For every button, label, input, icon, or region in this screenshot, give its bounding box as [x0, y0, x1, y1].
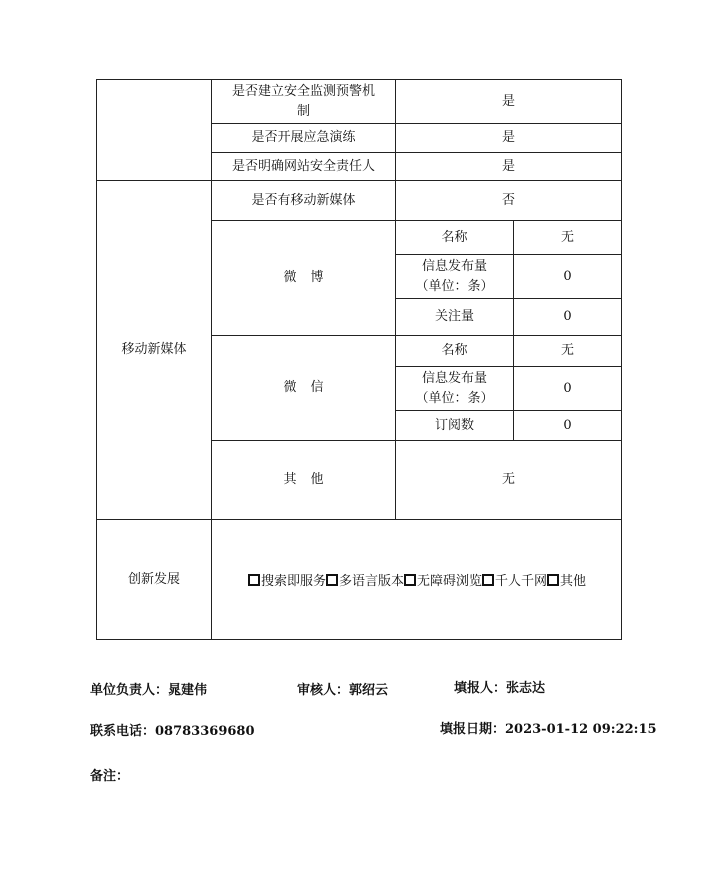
footer-date: 填报日期：2023-01-12 09:22:15: [440, 722, 657, 737]
weibo-label: 微博: [283, 270, 338, 285]
weibo-follow-label: 关注量: [434, 309, 474, 324]
wechat-posts-label-cell: [396, 367, 513, 410]
weibo-posts-value: 0: [563, 268, 572, 284]
row-value-monitoring: 是: [501, 93, 515, 109]
row-label-has-mobile: 是否有移动新媒体: [251, 192, 356, 208]
row-value-responsible: 是: [501, 158, 515, 174]
row-label-drill: 是否开展应急演练: [251, 130, 356, 145]
option-label: 搜索即服务: [260, 573, 326, 589]
checkbox-icon: [248, 574, 260, 586]
weibo-posts-label: 信息发布量（单位：条）: [415, 258, 494, 294]
option-other[interactable]: [547, 570, 586, 589]
wechat-posts-label: 信息发布量（单位：条）: [415, 370, 494, 406]
row-value-has-mobile: 否: [501, 192, 515, 208]
option-label: 多语言版本: [338, 573, 404, 589]
weibo-follow-value: 0: [563, 309, 572, 324]
wechat-name-value: 无: [560, 343, 574, 358]
weibo-name-label: 名称: [441, 229, 468, 245]
option-accessibility[interactable]: [404, 570, 482, 589]
option-label: 千人千网: [495, 573, 548, 589]
option-label: 其他: [560, 573, 587, 589]
footer-reviewer: 审核人：郭绍云: [297, 683, 389, 698]
weibo-posts-label-cell: [396, 255, 513, 298]
checkbox-icon: [404, 574, 416, 586]
monitoring-label: 是否建立安全监测预警机制: [231, 83, 375, 119]
table-line: [96, 639, 622, 640]
section-label-mobile: 移动新媒体: [121, 342, 187, 357]
wechat-posts-value: 0: [563, 380, 572, 396]
option-multilingual[interactable]: [326, 570, 404, 589]
row-label-responsible: 是否明确网站安全责任人: [231, 158, 375, 174]
footer-note: 备注：: [90, 769, 130, 784]
other-value: 无: [501, 472, 515, 487]
weibo-name-value: 无: [560, 229, 574, 245]
wechat-subs-value: 0: [563, 417, 572, 433]
other-label: 其他: [283, 472, 338, 487]
innovation-label: 创新发展: [127, 571, 180, 587]
footer-phone: 联系电话：08783369680: [90, 724, 255, 739]
checkbox-icon: [326, 574, 338, 586]
wechat-subs-label: 订阅数: [434, 417, 474, 433]
footer-filler: 填报人：张志达: [454, 681, 546, 696]
footer-owner: 单位负责人：晁建伟: [90, 683, 208, 698]
innovation-options: [212, 520, 622, 638]
option-label: 无障碍浏览: [416, 573, 482, 589]
checkbox-icon: [482, 574, 494, 586]
checkbox-icon: [547, 574, 559, 586]
row-value-drill: 是: [501, 130, 515, 145]
row-label-monitoring: [212, 80, 395, 123]
option-search-service[interactable]: [248, 570, 326, 589]
wechat-name-label: 名称: [441, 343, 468, 358]
wechat-label: 微信: [283, 380, 338, 395]
option-personalized[interactable]: [482, 570, 547, 589]
